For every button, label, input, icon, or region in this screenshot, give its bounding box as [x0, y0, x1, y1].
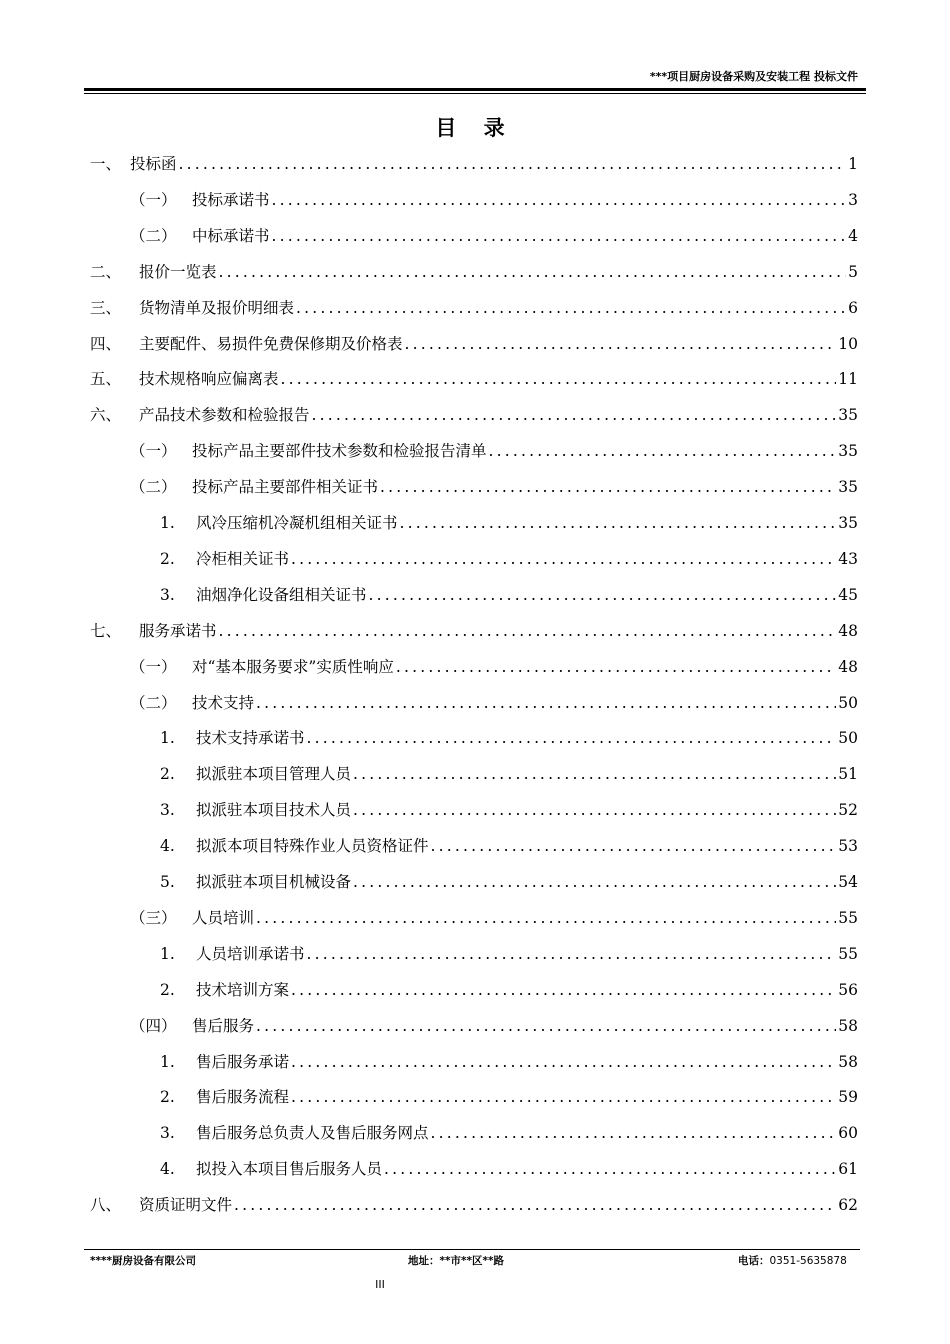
footer-phone-label: 电话： — [738, 1255, 770, 1267]
toc-leader-dots — [353, 764, 836, 784]
toc-entry[interactable] — [0, 505, 858, 541]
toc-entry[interactable] — [0, 397, 858, 433]
toc-entry-number: 2. — [160, 980, 175, 999]
toc-leader-dots — [353, 872, 836, 892]
toc-entry-number: （一） — [130, 657, 177, 676]
toc-leader-dots — [219, 621, 837, 641]
toc-entry-number: 2. — [160, 549, 175, 568]
toc-entry-page: 58 — [838, 1016, 858, 1035]
toc-leader-dots — [380, 477, 836, 497]
toc-entry-page: 60 — [838, 1124, 858, 1143]
toc-entry-number: 三、 — [90, 298, 122, 317]
toc-entry-page: 58 — [838, 1052, 858, 1071]
toc-entry[interactable] — [0, 756, 858, 792]
toc-entry-number: 七、 — [90, 621, 122, 640]
toc-entry-title: 货物清单及报价明细表 — [139, 298, 295, 317]
footer-phone-number: 0351-5635878 — [769, 1255, 847, 1267]
toc-entry[interactable] — [0, 972, 858, 1008]
toc-leader-dots — [219, 262, 847, 282]
toc-entry[interactable] — [0, 146, 858, 182]
toc-entry[interactable] — [0, 469, 858, 505]
toc-entry-number: 二、 — [90, 262, 122, 281]
toc-entry[interactable] — [0, 936, 858, 972]
toc-entry-number: 六、 — [90, 406, 122, 425]
toc-entry[interactable] — [0, 326, 858, 362]
toc-entry-page: 55 — [838, 944, 858, 963]
toc-leader-dots — [179, 154, 847, 174]
toc-entry-title: 产品技术参数和检验报告 — [139, 406, 310, 425]
toc-entry-title: 技术支持 — [192, 693, 255, 712]
toc-leader-dots — [272, 226, 847, 246]
toc-entry-title: 技术支持承诺书 — [196, 729, 305, 748]
toc-entry[interactable] — [0, 1151, 858, 1187]
toc-entry-page: 55 — [838, 908, 858, 927]
toc-entry-page: 51 — [838, 765, 858, 784]
toc-entry-title: 售后服务流程 — [196, 1088, 290, 1107]
toc-leader-dots — [396, 657, 836, 677]
toc-entry-page: 5 — [848, 262, 858, 281]
toc-entry-title: 投标承诺书 — [192, 190, 270, 209]
toc-entry[interactable] — [0, 218, 858, 254]
toc-entry[interactable] — [0, 541, 858, 577]
toc-entry-title: 主要配件、易损件免费保修期及价格表 — [139, 334, 403, 353]
toc-entry-title: 技术规格响应偏离表 — [139, 370, 279, 389]
header-title: ***项目厨房设备采购及安装工程 投标文件 — [649, 70, 858, 83]
table-of-contents — [0, 146, 950, 1226]
toc-entry[interactable] — [0, 1079, 858, 1115]
toc-entry[interactable] — [0, 1187, 858, 1223]
toc-leader-dots — [489, 441, 837, 461]
toc-entry[interactable] — [0, 792, 858, 828]
toc-entry-number: 一、 — [90, 155, 122, 173]
toc-entry-number: 1. — [160, 729, 175, 748]
toc-leader-dots — [291, 980, 836, 1000]
toc-entry-title: 风冷压缩机冷凝机组相关证书 — [196, 514, 398, 532]
toc-entry-title: 投标函 — [130, 155, 177, 173]
toc-entry-title: 对“基本服务要求”实质性响应 — [192, 657, 394, 676]
toc-entry-number: （三） — [130, 908, 177, 927]
toc-entry[interactable] — [0, 254, 858, 290]
footer-company: ****厨房设备有限公司 — [90, 1255, 196, 1267]
toc-entry-title: 售后服务 — [192, 1016, 255, 1035]
toc-entry[interactable] — [0, 1115, 858, 1151]
toc-entry-title: 拟投入本项目售后服务人员 — [196, 1160, 383, 1179]
toc-leader-dots — [291, 549, 836, 569]
toc-entry[interactable] — [0, 290, 858, 326]
toc-entry-page: 53 — [838, 837, 858, 856]
toc-entry-page: 43 — [838, 549, 858, 568]
toc-entry-title: 人员培训承诺书 — [196, 944, 305, 963]
toc-leader-dots — [312, 405, 837, 425]
toc-entry-number: 四、 — [90, 334, 122, 353]
toc-entry-page: 35 — [838, 478, 858, 497]
toc-leader-dots — [256, 693, 836, 713]
toc-leader-dots — [234, 1195, 836, 1215]
toc-entry-title: 拟派驻本项目机械设备 — [196, 873, 352, 891]
toc-entry-number: 八、 — [90, 1196, 122, 1215]
toc-leader-dots — [296, 298, 846, 318]
toc-entry-title: 售后服务承诺 — [196, 1052, 290, 1071]
toc-leader-dots — [400, 513, 837, 533]
toc-entry-number: 3. — [160, 1124, 175, 1143]
toc-title: 目 录 — [435, 116, 515, 140]
toc-entry[interactable] — [0, 649, 858, 685]
toc-entry[interactable] — [0, 864, 858, 900]
toc-leader-dots — [272, 190, 847, 210]
toc-entry[interactable] — [0, 900, 858, 936]
footer-address: 地址：**市**区**路 — [408, 1255, 504, 1267]
toc-entry-title: 技术培训方案 — [196, 980, 290, 999]
toc-leader-dots — [291, 1052, 836, 1072]
toc-entry-number: 3. — [160, 801, 175, 820]
toc-entry-title: 人员培训 — [192, 908, 255, 927]
toc-entry-number: （四） — [130, 1016, 177, 1035]
toc-entry[interactable] — [0, 361, 858, 397]
toc-entry-number: 4. — [160, 1160, 175, 1179]
toc-entry-title: 拟派驻本项目技术人员 — [196, 801, 352, 820]
toc-entry[interactable] — [0, 433, 858, 469]
footer-phone — [738, 1253, 847, 1268]
toc-entry-page: 1 — [848, 155, 858, 173]
toc-entry-title: 报价一览表 — [139, 262, 217, 281]
toc-leader-dots — [256, 908, 836, 928]
toc-entry-page: 11 — [838, 370, 858, 389]
toc-leader-dots — [431, 836, 837, 856]
toc-entry[interactable] — [0, 182, 858, 218]
toc-entry-page: 54 — [838, 873, 858, 891]
footer-rule — [84, 1249, 860, 1250]
toc-entry-title: 拟派驻本项目管理人员 — [196, 765, 352, 784]
toc-entry-number: （一） — [130, 442, 177, 461]
toc-entry-number: （二） — [130, 693, 177, 712]
toc-entry-number: 3. — [160, 585, 175, 604]
toc-entry[interactable] — [0, 720, 858, 756]
toc-leader-dots — [281, 369, 837, 389]
toc-entry[interactable] — [0, 685, 858, 721]
toc-entry-number: 2. — [160, 1088, 175, 1107]
toc-leader-dots — [307, 944, 837, 964]
toc-entry[interactable] — [0, 1008, 858, 1044]
toc-entry[interactable] — [0, 1044, 858, 1080]
header-rule-thick — [84, 88, 866, 91]
toc-entry-page: 45 — [838, 585, 858, 604]
toc-entry-page: 61 — [838, 1160, 858, 1179]
toc-entry-title: 资质证明文件 — [139, 1196, 233, 1215]
page-number: III — [375, 1278, 385, 1291]
toc-entry-number: （二） — [130, 226, 177, 245]
toc-entry-page: 48 — [838, 657, 858, 676]
toc-entry-title: 售后服务总负责人及售后服务网点 — [196, 1124, 429, 1143]
toc-entry-page: 3 — [848, 190, 858, 209]
toc-entry-number: 1. — [160, 1052, 175, 1071]
toc-entry-title: 中标承诺书 — [192, 226, 270, 245]
toc-entry-page: 50 — [838, 693, 858, 712]
toc-entry-title: 投标产品主要部件技术参数和检验报告清单 — [192, 442, 487, 461]
toc-leader-dots — [369, 585, 837, 605]
toc-leader-dots — [353, 800, 836, 820]
toc-entry-number: 1. — [160, 514, 175, 532]
toc-entry-page: 35 — [838, 406, 858, 425]
toc-entry-title: 冷柜相关证书 — [196, 549, 290, 568]
toc-entry-number: 4. — [160, 837, 175, 856]
toc-leader-dots — [384, 1159, 836, 1179]
toc-leader-dots — [431, 1123, 837, 1143]
toc-entry-title: 拟派本项目特殊作业人员资格证件 — [196, 837, 429, 856]
toc-entry[interactable] — [0, 828, 858, 864]
toc-entry-page: 35 — [838, 442, 858, 461]
toc-entry-page: 50 — [838, 729, 858, 748]
toc-entry-number: （一） — [130, 190, 177, 209]
toc-entry-page: 52 — [838, 801, 858, 820]
toc-entry[interactable] — [0, 577, 858, 613]
toc-entry-title: 服务承诺书 — [139, 621, 217, 640]
toc-entry-title: 投标产品主要部件相关证书 — [192, 478, 379, 497]
toc-entry-page: 62 — [838, 1196, 858, 1215]
toc-entry-page: 35 — [838, 514, 858, 532]
toc-entry-page: 4 — [848, 226, 858, 245]
toc-entry-number: 5. — [160, 873, 175, 891]
toc-entry-number: 2. — [160, 765, 175, 784]
toc-entry-page: 59 — [838, 1088, 858, 1107]
toc-leader-dots — [405, 334, 837, 354]
toc-entry[interactable] — [0, 613, 858, 649]
header-rule-thin — [84, 93, 866, 94]
toc-leader-dots — [256, 1016, 836, 1036]
toc-entry-page: 10 — [838, 334, 858, 353]
toc-entry-number: 1. — [160, 944, 175, 963]
toc-entry-page: 6 — [848, 298, 858, 317]
toc-entry-number: 五、 — [90, 370, 122, 389]
toc-entry-page: 48 — [838, 621, 858, 640]
toc-entry-page: 56 — [838, 980, 858, 999]
toc-leader-dots — [291, 1087, 836, 1107]
toc-leader-dots — [307, 728, 837, 748]
toc-entry-title: 油烟净化设备组相关证书 — [196, 585, 367, 604]
toc-entry-number: （二） — [130, 478, 177, 497]
